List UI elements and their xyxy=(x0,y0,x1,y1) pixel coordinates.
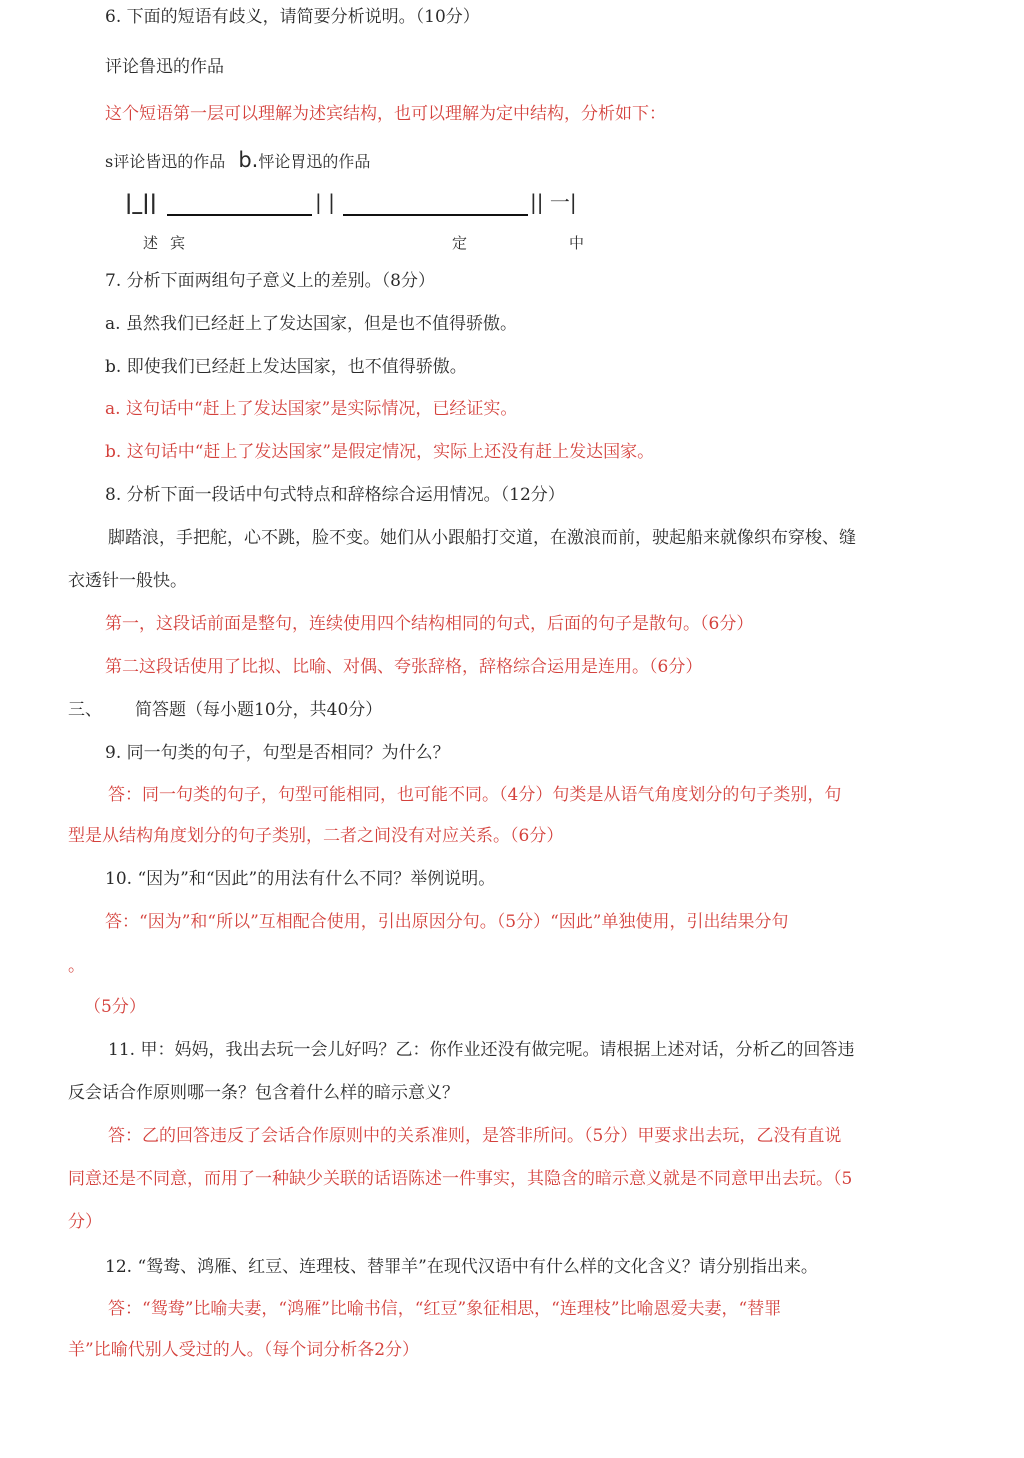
q11-answer-line2: 同意还是不同意，而用了一种缺少关联的话语陈述一件事实，其隐含的暗示意义就是不同意甲出去玩。（5 xyxy=(68,1169,853,1189)
diagram-bracket-mid: | | xyxy=(315,190,335,214)
q6-option-b-marker: b. xyxy=(238,148,259,172)
diagram-label-ding: 定 xyxy=(452,234,468,252)
q7-question: 7. 分析下面两组句子意义上的差别。（8分） xyxy=(105,271,435,291)
diagram-underline-2 xyxy=(343,214,528,216)
q10-answer-line2: 。 xyxy=(68,956,85,976)
q11-question-line1: 11. 甲：妈妈，我出去玩一会儿好吗？乙：你作业还没有做完呢。请根据上述对话，分析乙的回答违 xyxy=(108,1040,855,1060)
q9-answer-line1: 答：同一句类的句子，句型可能相同，也可能不同。（4分）句类是从语气角度划分的句子类别，句 xyxy=(108,785,842,805)
q10-answer-line1: 答：“因为”和“所以”互相配合使用，引出原因分句。（5分）“因此”单独使用，引出结果分句 xyxy=(105,912,789,932)
q9-answer-line2: 型是从结构角度划分的句子类别，二者之间没有对应关系。（6分） xyxy=(68,826,564,846)
diagram-bracket-left: |_|| xyxy=(125,190,157,214)
q7-sentence-a: a. 虽然我们已经赶上了发达国家，但是也不值得骄傲。 xyxy=(105,314,517,334)
q8-answer-2: 第二这段话使用了比拟、比喻、对偶、夸张辞格，辞格综合运用是连用。（6分） xyxy=(105,657,703,677)
q6-phrase: 评论鲁迅的作品 xyxy=(105,57,224,77)
q6-options xyxy=(105,150,370,172)
section3-title: 简答题（每小题10分，共40分） xyxy=(135,700,383,720)
q8-passage-line2: 衣透针一般快。 xyxy=(68,571,187,591)
q7-answer-a: a. 这句话中“赶上了发达国家”是实际情况，已经证实。 xyxy=(105,399,518,419)
q7-sentence-b: b. 即使我们已经赶上发达国家，也不值得骄傲。 xyxy=(105,357,467,377)
q8-question: 8. 分析下面一段话中句式特点和辞格综合运用情况。（12分） xyxy=(105,485,565,505)
diagram-label-shu: 述 xyxy=(143,234,159,252)
diagram-underline-1 xyxy=(167,214,312,216)
section3-number: 三、 xyxy=(68,700,102,720)
q6-question: 6. 下面的短语有歧义，请简要分析说明。（10分） xyxy=(105,7,480,27)
q8-answer-1: 第一，这段话前面是整句，连续使用四个结构相同的句式，后面的句子是散句。（6分） xyxy=(105,614,754,634)
q7-answer-b: b. 这句话中“赶上了发达国家”是假定情况，实际上还没有赶上发达国家。 xyxy=(105,442,655,462)
q9-question: 9. 同一句类的句子，句型是否相同？为什么？ xyxy=(105,743,450,763)
q6-answer: 这个短语第一层可以理解为述宾结构，也可以理解为定中结构，分析如下： xyxy=(105,104,666,124)
q11-answer-line1: 答：乙的回答违反了会话合作原则中的关系准则，是答非所问。（5分）甲要求出去玩，乙没有直说 xyxy=(108,1126,842,1146)
diagram-label-zhong: 中 xyxy=(569,234,585,252)
q6-option-b: 怦论胃迅的作品 xyxy=(258,152,371,171)
q11-question-line2: 反会话合作原则哪一条？包含着什么样的暗示意义？ xyxy=(68,1083,459,1103)
q11-answer-line3: 分） xyxy=(68,1212,102,1232)
q12-question: 12. “鸳鸯、鸿雁、红豆、连理枝、替罪羊”在现代汉语中有什么样的文化含义？请分别指出来。 xyxy=(105,1257,818,1277)
q12-answer-line1: 答：“鸳鸯”比喻夫妻，“鸿雁”比喻书信，“红豆”象征相思，“连理枝”比喻恩爱夫妻，“替罪 xyxy=(108,1299,782,1319)
q6-option-a: s评论皆迅的作品 xyxy=(105,152,226,171)
q6-structure-diagram xyxy=(125,188,595,220)
diagram-bracket-right: || 一| xyxy=(530,190,577,214)
diagram-label-bin: 宾 xyxy=(170,234,186,252)
q8-passage-line1: 脚踏浪，手把舵，心不跳，脸不变。她们从小跟船打交道，在激浪而前，驶起船来就像织布穿梭、缝 xyxy=(108,528,856,548)
q12-answer-line2: 羊”比喻代别人受过的人。（每个词分析各2分） xyxy=(68,1340,420,1360)
q10-answer-line3: （5分） xyxy=(84,997,146,1017)
q10-question: 10. “因为”和“因此”的用法有什么不同？举例说明。 xyxy=(105,869,496,889)
